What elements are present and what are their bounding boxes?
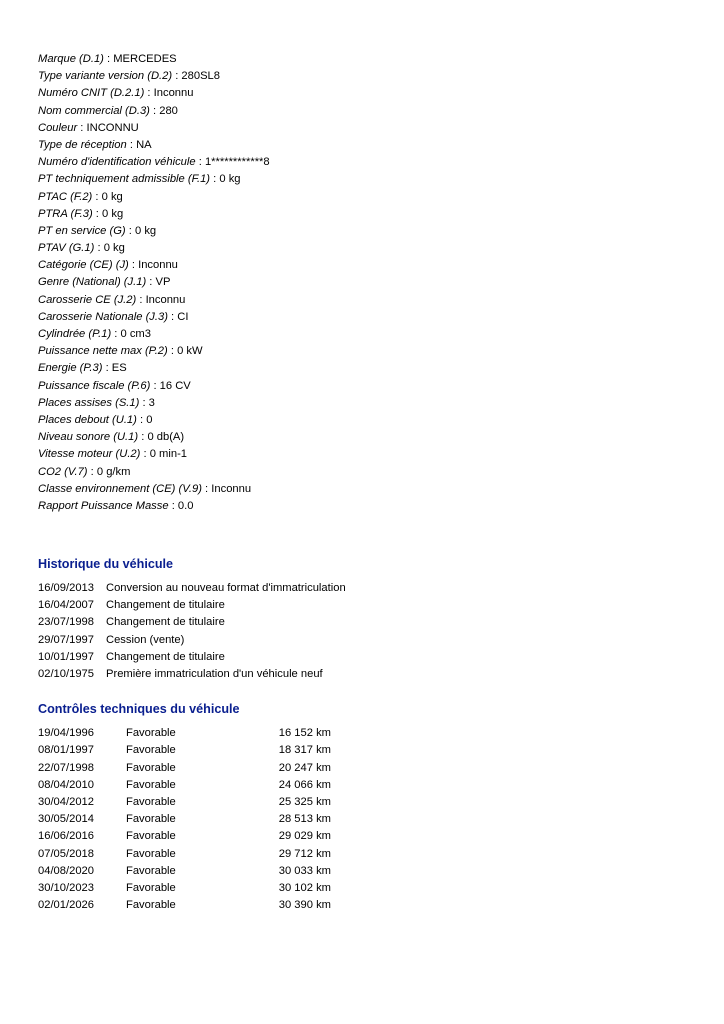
control-date: 30/04/2012 [38,796,94,808]
control-mileage: 29 712 km [278,847,331,860]
spec-separator: : [195,156,205,169]
history-date: 16/09/2013 [38,582,94,595]
history-entry [38,614,698,631]
spec-separator: : [92,190,102,203]
spec-separator: : [128,259,139,272]
spec-row-cnit [38,85,698,102]
spec-row-energie [38,360,698,377]
control-date: 30/05/2014 [38,813,94,826]
spec-row-carosserie-ce [38,292,698,309]
control-date: 30/10/2023 [38,882,94,895]
spec-value: 0 kg [103,242,125,255]
spec-separator: : [167,310,178,323]
spec-separator: : [125,224,135,237]
spec-value: MERCEDES [113,53,177,65]
spec-row-puissance-nette [38,343,698,360]
spec-row-rapport-puissance-masse [38,498,698,515]
spec-value: 0 min-1 [149,448,188,461]
control-mileage: 30 390 km [278,899,331,912]
control-result: Favorable [126,813,176,826]
spec-row-couleur [38,120,698,137]
spec-label: Carosserie Nationale (J.3) [38,310,168,323]
spec-label: Catégorie (CE) (J) [38,259,129,272]
spec-label: Places assises (S.1) [38,396,140,409]
control-mileage: 20 247 km [278,761,331,774]
spec-row-places-debout [38,412,698,429]
spec-value: 3 [148,396,155,409]
spec-label: Type de réception [38,138,127,151]
spec-row-ptra [38,206,698,223]
control-mileage: 30 102 km [278,882,331,895]
spec-label: Classe environnement (CE) (V.9) [38,482,202,495]
spec-value: 0 kW [177,345,203,358]
spec-value: 0 [146,413,153,426]
spec-value: 0 kg [219,173,241,186]
spec-label: Puissance fiscale (P.6) [38,379,151,392]
spec-separator: : [146,276,156,289]
control-date: 08/04/2010 [38,778,94,791]
table-row [38,880,331,897]
control-result: Favorable [126,830,176,843]
table-row [38,846,331,863]
vehicle-report-page [38,51,698,914]
spec-separator: : [168,499,178,512]
spec-separator: : [77,121,87,134]
spec-separator: : [94,242,104,255]
spec-label: Cylindrée (P.1) [38,328,112,340]
history-date: 16/04/2007 [38,599,94,612]
spec-label: Type variante version (D.2) [38,70,173,83]
spec-label: Numéro d'identification véhicule [38,156,196,169]
spec-row-pt-service [38,223,698,240]
spec-value: 16 CV [159,379,191,392]
history-event: Changement de titulaire [106,650,225,663]
spec-separator: : [136,293,146,306]
spec-value: 0 kg [101,190,123,203]
control-mileage: 24 066 km [278,778,331,791]
spec-value: 0 g/km [96,465,131,478]
control-date: 22/07/1998 [38,761,94,774]
control-date: 16/06/2016 [38,830,94,843]
spec-separator: : [126,138,137,151]
history-entry [38,666,698,683]
history-event: Changement de titulaire [106,616,225,629]
control-result: Favorable [126,864,176,877]
history-entry [38,597,698,614]
spec-row-carosserie-nationale [38,309,698,326]
history-date: 29/07/1997 [38,633,94,646]
spec-label: PT en service (G) [38,224,126,237]
spec-row-co2 [38,464,698,481]
table-row [38,777,331,794]
control-result: Favorable [126,778,176,791]
history-date: 10/01/1997 [38,650,94,663]
table-row [38,897,331,914]
history-event: Conversion au nouveau format d'immatriculation [106,582,346,595]
spec-value: ES [111,362,127,375]
table-row [38,828,331,845]
spec-value: 0 cm3 [120,328,151,340]
spec-row-puissance-fiscale [38,378,698,395]
history-date: 02/10/1975 [38,668,94,680]
control-date: 04/08/2020 [38,864,94,877]
table-row [38,794,331,811]
spec-row-categorie [38,257,698,274]
control-mileage: 25 325 km [278,796,331,808]
spec-separator: : [140,448,150,461]
spec-label: Places debout (U.1) [38,413,137,426]
history-entry [38,649,698,666]
spec-label: Genre (National) (J.1) [38,276,147,289]
spec-value: NA [136,138,152,151]
spec-row-cylindree [38,326,698,343]
spec-row-places-assises [38,395,698,412]
spec-value: 0 kg [102,207,124,220]
control-result: Favorable [126,761,176,774]
spec-value: Inconnu [145,293,186,306]
history-event: Première immatriculation d'un véhicule neuf [106,668,323,680]
spec-label: Niveau sonore (U.1) [38,431,139,444]
spec-separator: : [167,345,178,358]
controls-section-title: Contrôles techniques du véhicule [38,702,240,717]
spec-separator: : [149,104,160,117]
spec-row-ptac [38,189,698,206]
table-row [38,725,331,742]
spec-value: Inconnu [138,259,178,272]
spec-value: Inconnu [153,87,194,100]
spec-separator: : [144,87,154,100]
spec-label: Energie (P.3) [38,362,103,375]
history-section-title: Historique du véhicule [38,557,174,572]
spec-row-vin [38,154,698,171]
control-mileage: 28 513 km [278,813,331,826]
spec-label: Nom commercial (D.3) [38,104,150,117]
spec-separator: : [102,362,112,375]
spec-label: PT techniquement admissible (F.1) [38,173,211,186]
vehicle-specs-list [38,51,698,515]
spec-separator: : [172,70,182,83]
spec-value: Inconnu [211,482,252,495]
history-entry [38,632,698,649]
spec-value: 0 db(A) [147,431,185,444]
spec-label: Puissance nette max (P.2) [38,345,168,358]
control-mileage: 16 152 km [278,727,331,740]
history-list [38,580,698,683]
spec-row-pt-admissible [38,171,698,188]
spec-value: INCONNU [86,121,139,134]
spec-separator: : [201,482,212,495]
spec-label: Couleur [38,121,78,134]
spec-row-classe-environnement [38,481,698,498]
controls-table [38,725,331,914]
table-row [38,760,331,777]
history-event: Cession (vente) [106,633,185,646]
spec-separator: : [210,173,220,186]
spec-label: Rapport Puissance Masse [38,499,169,512]
history-date: 23/07/1998 [38,616,94,629]
spec-label: Vitesse moteur (U.2) [38,448,141,461]
table-row [38,811,331,828]
control-date: 07/05/2018 [38,847,94,860]
spec-label: CO2 (V.7) [38,465,88,478]
control-date: 02/01/2026 [38,899,94,912]
spec-row-type-variante [38,68,698,85]
spec-value: 1************8 [204,156,270,169]
control-date: 08/01/1997 [38,744,94,757]
control-result: Favorable [126,899,176,912]
spec-separator: : [150,379,160,392]
spec-row-vitesse-moteur [38,446,698,463]
spec-value: 0.0 [177,499,194,512]
control-result: Favorable [126,847,176,860]
spec-label: PTAV (G.1) [38,242,95,255]
history-entry [38,580,698,597]
spec-row-genre [38,274,698,291]
spec-row-nom-commercial [38,103,698,120]
table-row [38,742,331,759]
spec-separator: : [92,207,103,220]
spec-row-niveau-sonore [38,429,698,446]
control-result: Favorable [126,744,176,757]
table-row [38,863,331,880]
spec-label: PTRA (F.3) [38,207,93,220]
spec-value: 280 [159,104,178,117]
spec-value: CI [177,310,189,323]
spec-separator: : [111,328,121,340]
spec-separator: : [87,465,97,478]
spec-value: 0 kg [134,224,157,237]
spec-label: Numéro CNIT (D.2.1) [38,87,145,100]
spec-label: Marque (D.1) [38,53,104,65]
control-mileage: 30 033 km [278,864,331,877]
control-result: Favorable [126,727,176,740]
spec-row-type-reception [38,137,698,154]
spec-separator: : [139,396,149,409]
control-result: Favorable [126,882,176,895]
spec-row-ptav [38,240,698,257]
control-mileage: 29 029 km [278,830,331,843]
spec-separator: : [103,53,114,65]
spec-label: Carosserie CE (J.2) [38,293,137,306]
spec-label: PTAC (F.2) [38,190,93,203]
spec-row-marque [38,51,698,68]
spec-separator: : [138,431,148,444]
control-result: Favorable [126,796,176,808]
history-event: Changement de titulaire [106,599,225,612]
control-mileage: 18 317 km [278,744,331,757]
spec-value: VP [155,276,171,289]
spec-value: 280SL8 [181,70,220,83]
spec-separator: : [136,413,147,426]
control-date: 19/04/1996 [38,727,94,740]
